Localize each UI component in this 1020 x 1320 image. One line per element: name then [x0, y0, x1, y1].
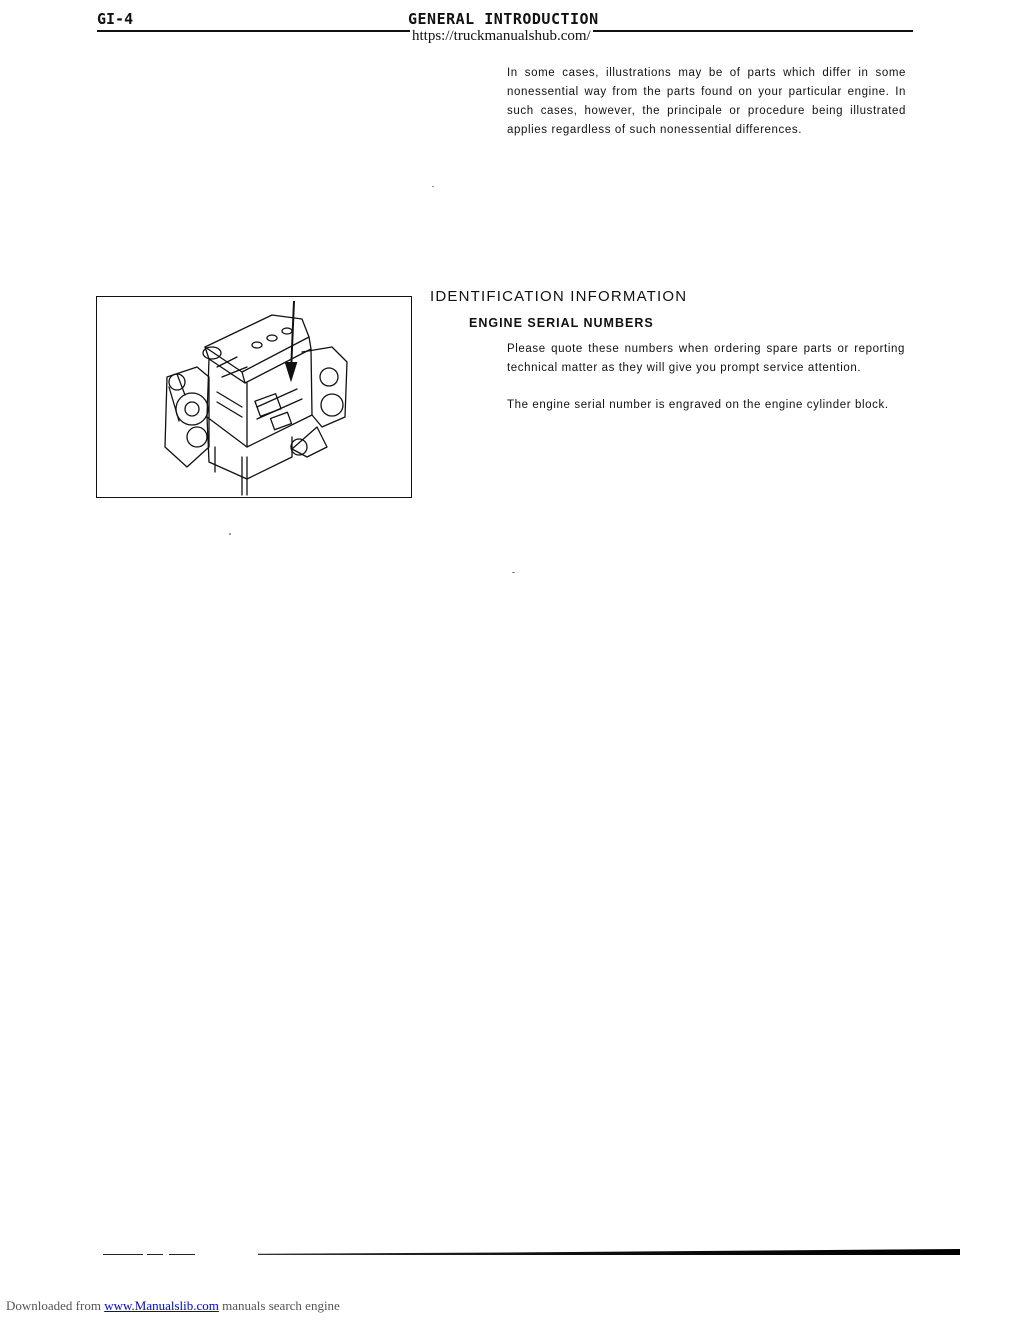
scan-speck — [512, 572, 515, 573]
download-credit — [6, 1298, 340, 1314]
download-prefix: Downloaded from — [6, 1298, 101, 1313]
page-title: GENERAL INTRODUCTION — [408, 10, 599, 28]
download-suffix: manuals search engine — [222, 1298, 340, 1313]
sub-heading: ENGINE SERIAL NUMBERS — [469, 316, 654, 330]
engine-figure — [96, 296, 412, 498]
source-url: https://truckmanualshub.com/ — [412, 28, 591, 44]
scan-speck — [432, 186, 434, 187]
intro-paragraph: In some cases, illustrations may be of parts which differ in some nonessential way from the parts found on your particular engine. In such cases, however, the principale or procedure being illustrated applies regardless of such nonessential differences. — [507, 67, 906, 136]
footer-rule-left — [103, 1254, 195, 1255]
manualslib-link[interactable]: www.Manualslib.com — [104, 1298, 219, 1313]
scan-speck — [229, 533, 231, 535]
engine-illustration-icon — [97, 297, 412, 498]
section-heading: IDENTIFICATION INFORMATION — [430, 288, 688, 305]
page-number: GI-4 — [97, 10, 134, 28]
serial-numbers-paragraph: Please quote these numbers when ordering spare parts or reporting technical matter as they will give you prompt service attention. — [507, 343, 905, 374]
serial-location-paragraph: The engine serial number is engraved on the engine cylinder block. — [507, 399, 889, 411]
footer-rule — [258, 1249, 960, 1255]
